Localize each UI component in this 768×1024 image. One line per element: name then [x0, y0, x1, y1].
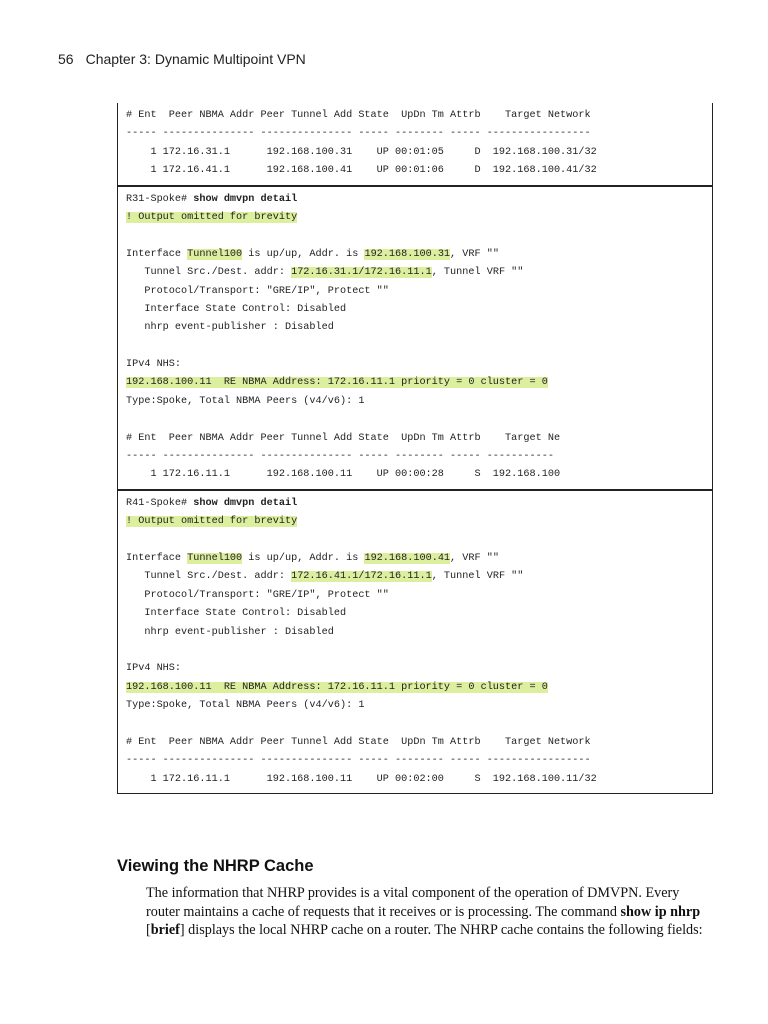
text: is up/up, Addr. is: [242, 552, 365, 564]
body-paragraph: [146, 884, 712, 940]
interface-line: [126, 550, 712, 568]
nhs-label-line: IPv4 NHS:: [126, 663, 182, 675]
table-header-line: # Ent Peer NBMA Addr Peer Tunnel Add State UpDn Tm Attrb Target Network: [126, 110, 591, 121]
text: , VRF "": [450, 552, 499, 564]
omitted-note: ! Output omitted for brevity: [126, 211, 298, 223]
prompt: R41-Spoke#: [126, 497, 194, 509]
command: show dmvpn detail: [193, 193, 298, 205]
nhs-entry: 192.168.100.11 RE NBMA Address: 172.16.11.1 priority = 0 cluster = 0: [126, 681, 548, 693]
table-rule-line: ----- --------------- --------------- ----- -------- ----- -----------: [126, 451, 554, 463]
blank-line: [126, 532, 712, 550]
command-brief: brief: [150, 922, 180, 938]
tunnel-name: Tunnel100: [187, 248, 243, 260]
table-rule-line: ----- --------------- --------------- ----- -------- ----- -----------------: [126, 128, 591, 140]
page-number: 56: [58, 51, 74, 67]
code-listing: [117, 103, 713, 794]
type-line: Type:Spoke, Total NBMA Peers (v4/v6): 1: [126, 395, 365, 407]
text: , Tunnel VRF "": [431, 571, 524, 583]
table-header-line: # Ent Peer NBMA Addr Peer Tunnel Add State UpDn Tm Attrb Target Ne: [126, 432, 561, 444]
src-dest-line: [126, 568, 712, 586]
blank-line: [126, 338, 712, 356]
text: , Tunnel VRF "": [431, 267, 524, 279]
command-line: [126, 191, 712, 209]
omitted-note-line: [126, 209, 712, 227]
table-row: 1 172.16.41.1 192.168.100.41 UP 00:01:06 D 192.168.100.41/32: [126, 165, 597, 177]
text: ] displays the local NHRP cache on a router. The NHRP cache contains the following fields:: [179, 922, 703, 938]
state-control-line: Interface State Control: Disabled: [126, 608, 347, 620]
blank-line: [126, 642, 712, 660]
code-block-r41: [118, 491, 712, 793]
section-heading: Viewing the NHRP Cache: [117, 857, 314, 875]
protocol-line: Protocol/Transport: "GRE/IP", Protect "": [126, 285, 389, 297]
interface-line: [126, 246, 712, 264]
command-line: [126, 495, 712, 513]
nhs-entry-line: [126, 679, 712, 697]
blank-line: [126, 227, 712, 245]
text: [: [146, 922, 151, 938]
tunnel-address: 192.168.100.41: [364, 552, 451, 564]
prompt: R31-Spoke#: [126, 193, 194, 205]
src-dest-address: 172.16.31.1/172.16.11.1: [291, 267, 432, 279]
tunnel-name: Tunnel100: [187, 552, 243, 564]
text: Tunnel Src./Dest. addr:: [126, 267, 292, 279]
command-show-ip-nhrp: show ip nhrp: [620, 903, 701, 920]
table-header-line: # Ent Peer NBMA Addr Peer Tunnel Add State UpDn Tm Attrb Target Network: [126, 736, 591, 748]
nhs-entry: 192.168.100.11 RE NBMA Address: 172.16.11.1 priority = 0 cluster = 0: [126, 377, 548, 389]
command: show dmvpn detail: [193, 497, 298, 509]
tunnel-address: 192.168.100.31: [364, 248, 451, 260]
src-dest-line: [126, 264, 712, 282]
protocol-line: Protocol/Transport: "GRE/IP", Protect "": [126, 589, 389, 601]
omitted-note: ! Output omitted for brevity: [126, 516, 298, 528]
blank-line: [126, 716, 712, 734]
omitted-note-line: [126, 513, 712, 531]
event-publisher-line: nhrp event-publisher : Disabled: [126, 626, 334, 638]
text: The information that NHRP provides is a vital component of the operation of DMVPN. Every router maintains a cache of requests that it receives or is processing. The command: [146, 885, 680, 920]
text: Tunnel Src./Dest. addr:: [126, 571, 292, 583]
table-row: 1 172.16.11.1 192.168.100.11 UP 00:02:00 S 192.168.100.11/32: [126, 773, 597, 785]
nhs-label-line: IPv4 NHS:: [126, 359, 182, 371]
text: , VRF "": [450, 248, 499, 260]
text: Interface: [126, 552, 188, 564]
table-row: 1 172.16.11.1 192.168.100.11 UP 00:00:28 S 192.168.100: [126, 469, 561, 481]
nhs-entry-line: [126, 374, 712, 392]
text: is up/up, Addr. is: [242, 248, 365, 260]
src-dest-address: 172.16.41.1/172.16.11.1: [291, 571, 432, 583]
event-publisher-line: nhrp event-publisher : Disabled: [126, 322, 334, 334]
running-header: [58, 51, 306, 67]
type-line: Type:Spoke, Total NBMA Peers (v4/v6): 1: [126, 700, 365, 712]
table-row: 1 172.16.31.1 192.168.100.31 UP 00:01:05 D 192.168.100.31/32: [126, 146, 597, 158]
chapter-title: Chapter 3: Dynamic Multipoint VPN: [85, 51, 306, 67]
state-control-line: Interface State Control: Disabled: [126, 303, 347, 315]
code-block-r31: [118, 187, 712, 489]
table-rule-line: ----- --------------- --------------- ----- -------- ----- -----------------: [126, 755, 591, 767]
code-block-hub-table: [118, 103, 712, 185]
text: Interface: [126, 248, 188, 260]
blank-line: [126, 411, 712, 429]
